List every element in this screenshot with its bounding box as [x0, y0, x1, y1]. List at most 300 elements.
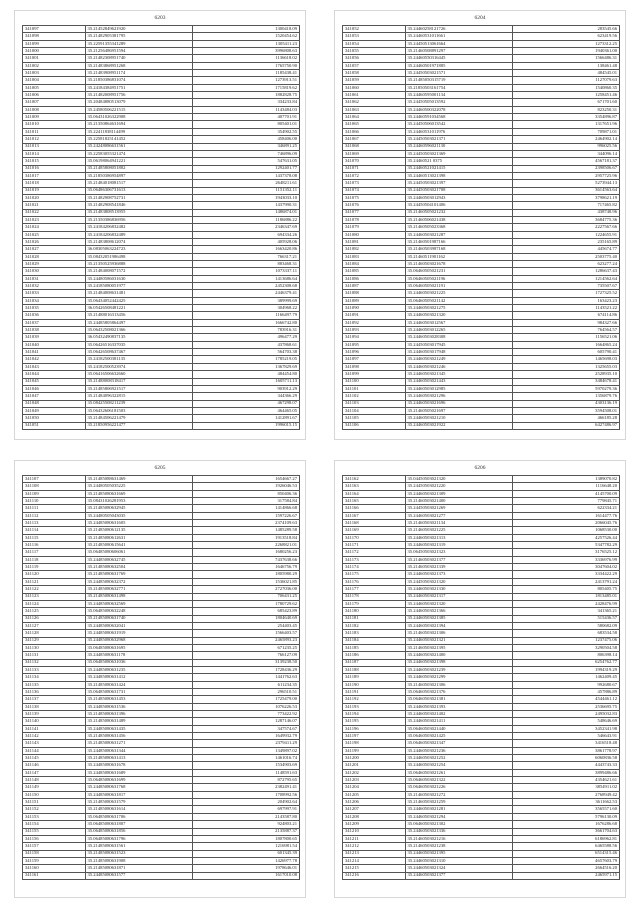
- parcel-id-cell: 341151: [23, 799, 86, 806]
- table-row: [23, 253, 300, 260]
- parcel-id-cell: 341094: [343, 334, 406, 341]
- coordinate-cell: 35.24460500322078: [405, 106, 512, 113]
- parcel-id-cell: 341088: [343, 290, 406, 297]
- coordinate-cell: 35.24460595001134: [405, 92, 512, 99]
- coordinate-cell: 35.21485050315719: [405, 77, 512, 84]
- table-row: [23, 187, 300, 194]
- value-cell: 2465971.15: [512, 872, 619, 879]
- coordinate-cell: 35.24460503021294: [405, 813, 512, 820]
- coordinate-cell: 35.21850503161754: [405, 84, 512, 91]
- value-cell: 515436.57: [512, 615, 619, 622]
- coordinate-cell: 35.06485080631695: [85, 644, 192, 651]
- table-row: [343, 180, 620, 187]
- value-cell: 1804640.69: [192, 615, 299, 622]
- table-row: [23, 84, 300, 91]
- parcel-id-cell: 341141: [23, 725, 86, 732]
- table-row: [343, 828, 620, 835]
- parcel-id-cell: 341031: [23, 275, 86, 282]
- coordinate-cell: 35.04450503021320: [405, 476, 512, 483]
- table-row: [343, 121, 620, 128]
- parcel-id-cell: 341096: [343, 349, 406, 356]
- coordinate-cell: 35.21460508891297: [405, 48, 512, 55]
- parcel-id-cell: 341172: [343, 549, 406, 556]
- coordinate-cell: 35.21485080632771: [85, 586, 192, 593]
- value-cell: 3661704.63: [512, 828, 619, 835]
- coordinate-cell: 35.06485080631731: [85, 688, 192, 695]
- parcel-id-cell: 341104: [343, 407, 406, 414]
- coordinate-table: [22, 475, 300, 880]
- table-row: [23, 224, 300, 231]
- parcel-id-cell: 341012: [23, 136, 86, 143]
- parcel-id-cell: 341111: [23, 505, 86, 512]
- value-cell: 1996015.15: [192, 422, 299, 429]
- value-cell: 457886.89: [512, 688, 619, 695]
- parcel-id-cell: 341119: [23, 564, 86, 571]
- table-row: [343, 586, 620, 593]
- table-row: [343, 136, 620, 143]
- coordinate-cell: 35.06460503021347: [405, 740, 512, 747]
- parcel-id-cell: 341085: [343, 268, 406, 275]
- table-row: [343, 872, 620, 879]
- value-cell: 992680.67: [512, 681, 619, 688]
- value-cell: 2374109.63: [192, 520, 299, 527]
- table-row: [23, 872, 300, 879]
- value-cell: 3452341.98: [512, 725, 619, 732]
- value-cell: 1413686.64: [192, 275, 299, 282]
- coordinate-cell: 35.24450503021708: [405, 187, 512, 194]
- coordinate-cell: 35.21460503021272: [405, 791, 512, 798]
- table-row: [343, 718, 620, 725]
- parcel-id-cell: 341097: [343, 356, 406, 363]
- parcel-id-cell: 341127: [23, 622, 86, 629]
- parcel-id-cell: 341098: [343, 363, 406, 370]
- value-cell: 467298.07: [192, 400, 299, 407]
- coordinate-cell: 35.24460503021393: [405, 703, 512, 710]
- table-row: [23, 725, 300, 732]
- value-cell: 3416518.48: [512, 740, 619, 747]
- parcel-id-cell: 341066: [343, 128, 406, 135]
- table-row: [23, 593, 300, 600]
- parcel-id-cell: 341067: [343, 136, 406, 143]
- table-row: [23, 498, 300, 505]
- table-row: [343, 476, 620, 483]
- parcel-id-cell: 341009: [23, 114, 86, 121]
- parcel-id-cell: 341161: [23, 872, 86, 879]
- parcel-id-cell: 341093: [343, 327, 406, 334]
- coordinate-cell: 35.24485080631605: [85, 520, 192, 527]
- table-row: [23, 622, 300, 629]
- coordinate-cell: 35.21850386954897: [85, 172, 192, 179]
- table-row: [343, 40, 620, 47]
- value-cell: 601345.39: [192, 850, 299, 857]
- parcel-id-cell: 341149: [23, 784, 86, 791]
- coordinate-cell: 35.24450513061664: [405, 40, 512, 47]
- table-row: [343, 512, 620, 519]
- value-cell: 1728436.29: [192, 666, 299, 673]
- value-cell: 773422.92: [192, 711, 299, 718]
- value-cell: 1412891.67: [192, 415, 299, 422]
- parcel-id-cell: 341138: [23, 703, 86, 710]
- value-cell: 4657603.79: [512, 857, 619, 864]
- coordinate-cell: 35.24450503021397: [405, 180, 512, 187]
- coordinate-cell: 35.06431026322908: [85, 114, 192, 121]
- value-cell: 2446379.41: [192, 290, 299, 297]
- parcel-id-cell: 341173: [343, 556, 406, 563]
- table-row: [23, 378, 300, 385]
- parcel-id-cell: 341210: [343, 828, 406, 835]
- coordinate-cell: 35.06198064941221: [85, 158, 192, 165]
- coordinate-cell: 35.21485080631413: [85, 755, 192, 762]
- parcel-id-cell: 341038: [23, 327, 86, 334]
- table-row: [343, 327, 620, 334]
- parcel-id-cell: 341075: [343, 194, 406, 201]
- value-cell: 1148591.63: [192, 769, 299, 776]
- value-cell: 1715819.62: [192, 84, 299, 91]
- coordinate-cell: 35.24460503021313: [405, 534, 512, 541]
- value-cell: 1076226.53: [192, 703, 299, 710]
- parcel-id-cell: 341198: [343, 740, 406, 747]
- coordinate-cell: 35.24480586031630: [85, 275, 192, 282]
- parcel-id-cell: 341202: [343, 769, 406, 776]
- value-cell: 735507.67: [512, 283, 619, 290]
- value-cell: 407701.91: [192, 114, 299, 121]
- coordinate-cell: 35.21460503021216: [405, 835, 512, 842]
- table-row: [343, 762, 620, 769]
- coordinate-cell: 35.24184206832489: [85, 231, 192, 238]
- value-cell: 1116648.20: [512, 483, 619, 490]
- parcel-id-cell: 341117: [23, 549, 86, 556]
- table-row: [23, 542, 300, 549]
- coordinate-cell: 35.24460503021377: [405, 872, 512, 879]
- coordinate-cell: 35.21460503021678: [405, 261, 512, 268]
- value-cell: 1073337.11: [192, 268, 299, 275]
- parcel-id-cell: 341134: [23, 674, 86, 681]
- table-row: [343, 725, 620, 732]
- value-cell: 458406.00: [192, 136, 299, 143]
- coordinate-cell: 35.06460503021322: [405, 777, 512, 784]
- value-cell: 717465.82: [512, 202, 619, 209]
- coordinate-cell: 35.21482308951740: [85, 55, 192, 62]
- table-row: [23, 261, 300, 268]
- coordinate-cell: 35.24460550316445: [405, 55, 512, 62]
- table-row: [343, 542, 620, 549]
- value-cell: 1317651.96: [512, 121, 619, 128]
- parcel-id-cell: 341042: [23, 356, 86, 363]
- table-row: [23, 202, 300, 209]
- parcel-id-cell: 341037: [23, 319, 86, 326]
- table-row: [343, 143, 620, 150]
- table-row: [343, 363, 620, 370]
- table-row: [343, 84, 620, 91]
- value-cell: 1566486.31: [512, 55, 619, 62]
- value-cell: 317584.84: [192, 498, 299, 505]
- value-cell: 1349897.02: [192, 747, 299, 754]
- table-row: [343, 128, 620, 135]
- table-row: [23, 733, 300, 740]
- value-cell: 438748.96: [512, 209, 619, 216]
- value-cell: 580682.09: [512, 622, 619, 629]
- coordinate-cell: 35.21485080631424: [85, 681, 192, 688]
- parcel-id-cell: 341116: [23, 542, 86, 549]
- value-cell: 4567181.37: [512, 158, 619, 165]
- parcel-id-cell: 341120: [23, 571, 86, 578]
- table-row: [23, 246, 300, 253]
- parcel-id-cell: 341212: [343, 843, 406, 850]
- value-cell: 1536021.85: [192, 578, 299, 585]
- parcel-id-cell: 341000: [23, 48, 86, 55]
- table-row: [23, 422, 300, 429]
- table-row: [23, 99, 300, 106]
- page-title: 6206: [474, 465, 486, 471]
- coordinate-cell: 35.06485080631699: [85, 777, 192, 784]
- parcel-id-cell: 341098: [23, 33, 86, 40]
- parcel-id-cell: 341007: [23, 99, 86, 106]
- parcel-id-cell: 341168: [343, 520, 406, 527]
- table-row: [23, 334, 300, 341]
- value-cell: 2379411.29: [192, 740, 299, 747]
- value-cell: 3614563.64: [512, 187, 619, 194]
- coordinate-cell: 35.21484008631481: [85, 290, 192, 297]
- parcel-id-cell: 341215: [343, 865, 406, 872]
- parcel-id-cell: 341069: [343, 150, 406, 157]
- value-cell: 1273312.25: [512, 40, 619, 47]
- coordinate-cell: 35.24485080631919: [85, 630, 192, 637]
- coordinate-cell: 35.24460503021225: [405, 290, 512, 297]
- parcel-id-cell: 341155: [23, 828, 86, 835]
- table-row: [23, 835, 300, 842]
- parcel-id-cell: 341019: [23, 187, 86, 194]
- parcel-id-cell: 341201: [343, 762, 406, 769]
- value-cell: 1534903.69: [192, 762, 299, 769]
- value-cell: 996025.56: [512, 143, 619, 150]
- value-cell: 1286637.43: [512, 268, 619, 275]
- parcel-id-cell: 341103: [343, 400, 406, 407]
- parcel-id-cell: 341166: [343, 505, 406, 512]
- value-cell: 1441762.63: [192, 674, 299, 681]
- coordinate-cell: 35.21485080631498: [85, 593, 192, 600]
- value-cell: 1926046.53: [192, 483, 299, 490]
- value-cell: 2768949.42: [512, 791, 619, 798]
- coordinate-cell: 35.21482008951756: [85, 92, 192, 99]
- parcel-id-cell: 341046: [23, 385, 86, 392]
- coordinate-cell: 35.21484008071572: [85, 268, 192, 275]
- table-row: [23, 586, 300, 593]
- value-cell: 2528935.10: [512, 371, 619, 378]
- value-cell: 685423.89: [192, 608, 299, 615]
- value-cell: 1156521.06: [512, 334, 619, 341]
- coordinate-cell: 35.24460503021281: [405, 806, 512, 813]
- parcel-id-cell: 341207: [343, 806, 406, 813]
- value-cell: 1765750.90: [192, 62, 299, 69]
- parcel-id-cell: 341148: [23, 777, 86, 784]
- value-cell: 3861778.97: [512, 747, 619, 754]
- value-cell: 2428476.99: [512, 600, 619, 607]
- coordinate-cell: 35.21460511901162: [405, 253, 512, 260]
- table-row: [343, 224, 620, 231]
- coordinate-cell: 35.24460503021400: [405, 652, 512, 659]
- coordinate-cell: 35.06485080631796: [85, 835, 192, 842]
- parcel-id-cell: 341171: [343, 542, 406, 549]
- coordinate-cell: 35.24460503017948: [405, 349, 512, 356]
- table-row: [23, 231, 300, 238]
- table-row: [343, 194, 620, 201]
- table-row: [343, 319, 620, 326]
- table-row: [343, 356, 620, 363]
- coordinate-cell: 35.21460503021259: [405, 799, 512, 806]
- parcel-id-cell: 341102: [343, 393, 406, 400]
- parcel-id-cell: 341079: [343, 224, 406, 231]
- value-cell: 466185.28: [512, 415, 619, 422]
- parcel-id-cell: 341086: [343, 275, 406, 282]
- table-row: [23, 681, 300, 688]
- coordinate-cell: 35.24460503021277: [405, 512, 512, 519]
- coordinate-cell: 35.21482908541846: [85, 202, 192, 209]
- value-cell: 546643.91: [512, 733, 619, 740]
- parcel-id-cell: 341133: [23, 666, 86, 673]
- value-cell: 1780729.62: [192, 600, 299, 607]
- table-row: [343, 600, 620, 607]
- value-cell: 1437990.31: [192, 202, 299, 209]
- coordinate-cell: 35.06416506632660: [85, 371, 192, 378]
- table-row: [23, 483, 300, 490]
- coordinate-cell: 35.21483908951174: [85, 70, 192, 77]
- coordinate-cell: 35.21483868951268: [85, 62, 192, 69]
- parcel-id-cell: 341055: [343, 48, 406, 55]
- parcel-id-cell: 341194: [343, 711, 406, 718]
- table-row: [343, 843, 620, 850]
- coordinate-cell: 35.24460503021252: [405, 755, 512, 762]
- value-cell: 623419.56: [512, 33, 619, 40]
- value-cell: 6427486.97: [512, 422, 619, 429]
- parcel-id-cell: 341003: [23, 70, 86, 77]
- table-row: [343, 821, 620, 828]
- value-cell: 3354896.87: [512, 114, 619, 121]
- value-cell: 3047604.02: [512, 564, 619, 571]
- parcel-id-cell: 341191: [343, 688, 406, 695]
- coordinate-cell: 35.24460503021275: [405, 305, 512, 312]
- coordinate-cell: 35.06460505021142: [405, 297, 512, 304]
- value-cell: 623277.24: [512, 261, 619, 268]
- value-cell: 1287146.07: [192, 718, 299, 725]
- coordinate-cell: 35.21483808513955: [85, 209, 192, 216]
- parcel-id-cell: 341170: [343, 534, 406, 541]
- parcel-id-cell: 341205: [343, 791, 406, 798]
- coordinate-cell: 35.21485080631456: [85, 733, 192, 740]
- parcel-id-cell: 341034: [23, 297, 86, 304]
- value-cell: 764564.57: [512, 327, 619, 334]
- table-row: [343, 556, 620, 563]
- coordinate-cell: 35.21488008318417: [85, 378, 192, 385]
- coordinate-cell: 35.24450503021269: [405, 505, 512, 512]
- value-cell: 3484678.41: [512, 378, 619, 385]
- value-cell: 346891.25: [192, 143, 299, 150]
- parcel-id-cell: 341099: [23, 40, 86, 47]
- parcel-id-cell: 341082: [343, 246, 406, 253]
- value-cell: 354902.55: [192, 128, 299, 135]
- coordinate-cell: 35.21485080632945: [85, 505, 192, 512]
- parcel-id-cell: 341182: [343, 622, 406, 629]
- coordinate-cell: 35.06485080631036: [85, 659, 192, 666]
- parcel-id-cell: 341181: [343, 615, 406, 622]
- parcel-id-cell: 341137: [23, 696, 86, 703]
- coordinate-cell: 35.24460596021130: [405, 143, 512, 150]
- table-row: [343, 48, 620, 55]
- table-row: [23, 843, 300, 850]
- coordinate-cell: 35.24460503021324: [405, 865, 512, 872]
- value-cell: 347574.67: [192, 725, 299, 732]
- value-cell: 1940361.00: [512, 48, 619, 55]
- value-cell: 1414866.68: [192, 505, 299, 512]
- table-row: [23, 216, 300, 223]
- table-row: [343, 55, 620, 62]
- parcel-id-cell: 341078: [343, 216, 406, 223]
- table-row: [23, 821, 300, 828]
- table-row: [23, 106, 300, 113]
- coordinate-cell: 35.24460503021922: [405, 422, 512, 429]
- parcel-id-cell: 341110: [23, 498, 86, 505]
- parcel-id-cell: 341108: [23, 483, 86, 490]
- coordinate-cell: 35.22581825141452: [85, 136, 192, 143]
- parcel-id-cell: 341129: [23, 637, 86, 644]
- parcel-id-cell: 341183: [343, 630, 406, 637]
- table-row: [343, 791, 620, 798]
- table-row: [23, 806, 300, 813]
- table-row: [23, 490, 300, 497]
- value-cell: 1913518.84: [192, 534, 299, 541]
- coordinate-cell: 35.21485080631523: [85, 850, 192, 857]
- value-cell: 1785219.05: [192, 356, 299, 363]
- coordinate-cell: 35.24485080631817: [85, 791, 192, 798]
- coordinate-cell: 35.06485080631856: [85, 828, 192, 835]
- parcel-id-cell: 341124: [23, 600, 86, 607]
- parcel-id-cell: 341180: [343, 608, 406, 615]
- value-cell: 405928.06: [192, 238, 299, 245]
- table-row: [23, 55, 300, 62]
- value-cell: 766127.09: [192, 652, 299, 659]
- parcel-id-cell: 341156: [23, 835, 86, 842]
- coordinate-cell: 35.24460503021236: [405, 747, 512, 754]
- coordinate-cell: 35.24460503021366: [405, 608, 512, 615]
- parcel-id-cell: 341051: [23, 422, 86, 429]
- parcel-id-cell: 341027: [23, 246, 86, 253]
- table-row: [343, 202, 620, 209]
- value-cell: 6465588.56: [512, 843, 619, 850]
- value-cell: 1127079.63: [512, 77, 619, 84]
- table-row: [343, 534, 620, 541]
- parcel-id-cell: 341188: [343, 666, 406, 673]
- coordinate-cell: 35.21460503021395: [405, 644, 512, 651]
- coordinate-cell: 35.24460521 0375: [405, 158, 512, 165]
- parcel-id-cell: 341152: [23, 806, 86, 813]
- coordinate-cell: 35.24460503021336: [405, 828, 512, 835]
- table-row: [343, 615, 620, 622]
- document-page-6203: [14, 10, 306, 440]
- parcel-id-cell: 341026: [23, 238, 86, 245]
- table-row: [343, 209, 620, 216]
- parcel-id-cell: 341146: [23, 762, 86, 769]
- coordinate-cell: 35.21460503021400: [405, 498, 512, 505]
- parcel-id-cell: 341004: [23, 77, 86, 84]
- coordinate-cell: 35.24485080632041: [85, 622, 192, 629]
- table-row: [343, 747, 620, 754]
- coordinate-cell: 35.24485080631435: [85, 725, 192, 732]
- table-row: [343, 703, 620, 710]
- value-cell: 1151352.11: [192, 187, 299, 194]
- parcel-id-cell: 341062: [343, 99, 406, 106]
- parcel-id-cell: 341153: [23, 813, 86, 820]
- table-row: [343, 578, 620, 585]
- coordinate-cell: 35.21485806921517: [85, 385, 192, 392]
